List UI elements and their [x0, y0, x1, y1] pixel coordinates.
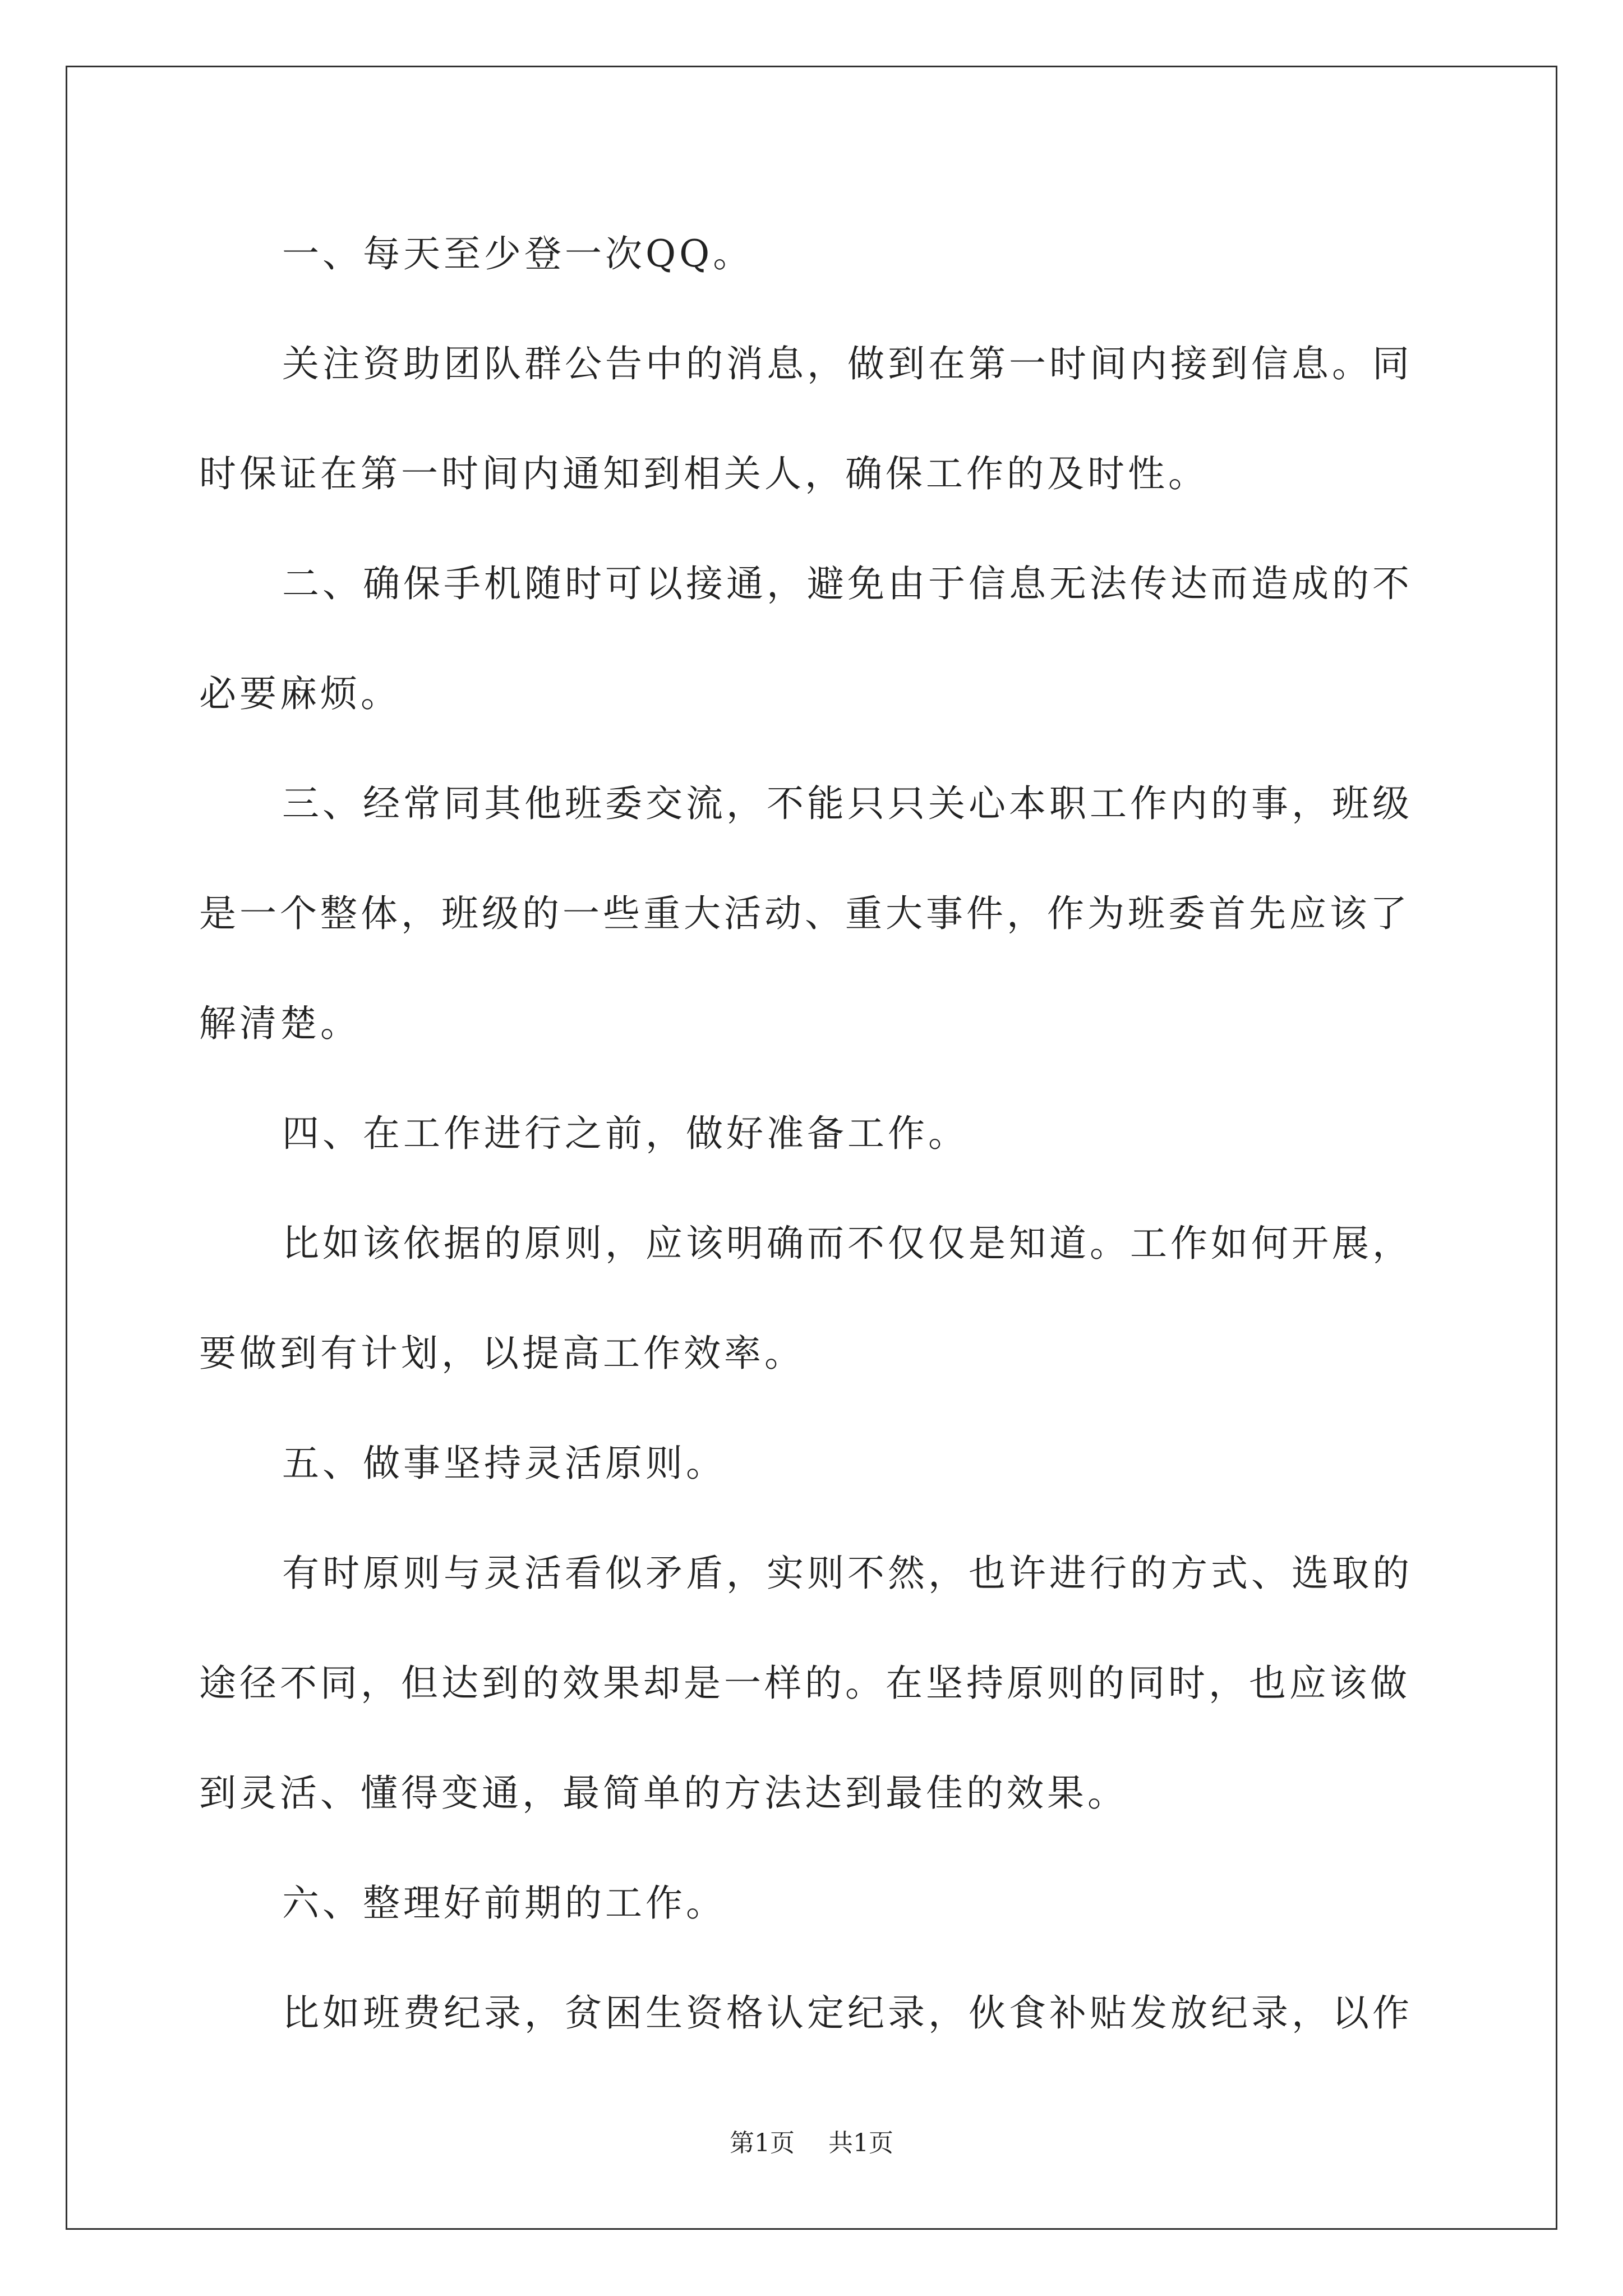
paragraph-2: 关注资助团队群公告中的消息，做到在第一时间内接到信息。同时保证在第一时间内通知到相关人，确保工作的及时性。 — [199, 342, 1413, 495]
paragraph-1: 一、每天至少登一次QQ。 — [282, 232, 754, 275]
paragraph-6: 比如该依据的原则，应该明确而不仅仅是知道。工作如何开展，要做到有计划，以提高工作效率。 — [199, 1222, 1413, 1375]
paragraph-8: 有时原则与灵活看似矛盾，实则不然，也许进行的方式、选取的途径不同，但达到的效果却是一样的。在坚持原则的同时，也应该做到灵活、懂得变通，最简单的方法达到最佳的效果。 — [199, 1552, 1413, 1815]
paragraph-5: 四、在工作进行之前，做好准备工作。 — [282, 1112, 969, 1155]
paragraph-7: 五、做事坚持灵活原则。 — [282, 1442, 726, 1485]
page-footer — [0, 2123, 1623, 2159]
paragraph-3: 二、确保手机随时可以接通，避免由于信息无法传达而造成的不必要麻烦。 — [199, 562, 1413, 715]
page-number-current: 第1页 — [730, 2129, 795, 2157]
document-body — [199, 199, 1433, 2068]
paragraph-10: 比如班费纪录，贫困生资格认定纪录，伙食补贴发放纪录，以作 — [282, 1991, 1413, 2035]
paragraph-4: 三、经常同其他班委交流，不能只只关心本职工作内的事，班级是一个整体，班级的一些重大活动、重大事件，作为班委首先应该了解清楚。 — [199, 782, 1413, 1045]
page-number-total: 共1页 — [828, 2129, 893, 2157]
paragraph-9: 六、整理好前期的工作。 — [282, 1881, 726, 1925]
